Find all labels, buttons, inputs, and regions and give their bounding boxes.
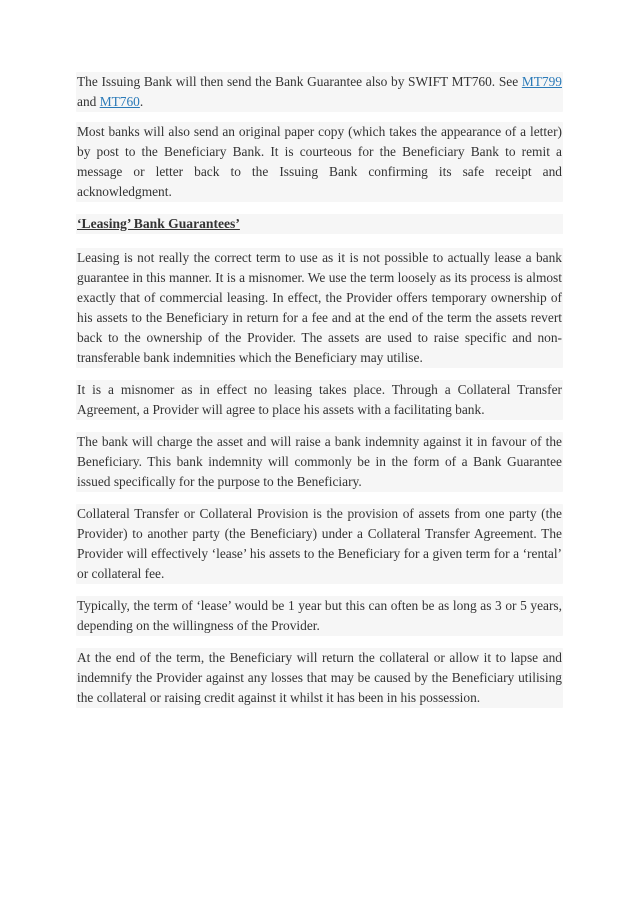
paragraph-bank-charge: The bank will charge the asset and will raise a bank indemnity against it in favour of the Beneficiary. This bank indemnity will commonly be in the form of a Bank Guarantee issued specifically for the purpose to the Beneficiary. [76,432,563,492]
paragraph-paper-copy: Most banks will also send an original paper copy (which takes the appearance of a letter) by post to the Beneficiary Bank. It is courteous for the Beneficiary Bank to remit a message or letter back to the Issuing Bank confirming its safe receipt and acknowledgment. [76,122,563,202]
paragraph-text: The Issuing Bank will then send the Bank Guarantee also by SWIFT MT760. See [77,74,522,89]
paragraph-text: . [139,94,144,109]
paragraph-text: and [77,94,100,109]
section-heading [76,214,563,234]
paragraph-end-of-term: At the end of the term, the Beneficiary will return the collateral or allow it to lapse and indemnify the Provider against any losses that may be caused by the Beneficiary utilising the collateral or raising credit against it whilst it has been in his possession. [76,648,563,708]
mt799-link[interactable]: MT799 [521,74,562,89]
paragraph-lease-term: Typically, the term of ‘lease’ would be 1 year but this can often be as long as 3 or 5 years, depending on the willingness of the Provider. [76,596,563,636]
paragraph-misnomer: It is a misnomer as in effect no leasing takes place. Through a Collateral Transfer Agreement, a Provider will agree to place his assets with a facilitating bank. [76,380,563,420]
paragraph-leasing-term: Leasing is not really the correct term to use as it is not possible to actually lease a bank guarantee in this manner. It is a misnomer. We use the term loosely as its process is almost exactly that of commercial leasing. In effect, the Provider offers temporary ownership of his assets to the Beneficiary in return for a fee and at the end of the term the assets revert back to the ownership of the Provider. The assets are used to raise specific and non-transferable bank indemnities which the Beneficiary may utilise. [76,248,563,368]
paragraph-swift-mt760 [76,72,563,112]
mt760-link[interactable]: MT760 [99,94,140,109]
paragraph-collateral-transfer: Collateral Transfer or Collateral Provision is the provision of assets from one party (the Provider) to another party (the Beneficiary) under a Collateral Transfer Agreement. The Provider will effectively ‘lease’ his assets to the Beneficiary for a given term for a ‘rental’ or collateral fee. [76,504,563,584]
section-heading-text: ‘Leasing’ Bank Guarantees’ [77,216,240,231]
document-page [76,72,563,720]
